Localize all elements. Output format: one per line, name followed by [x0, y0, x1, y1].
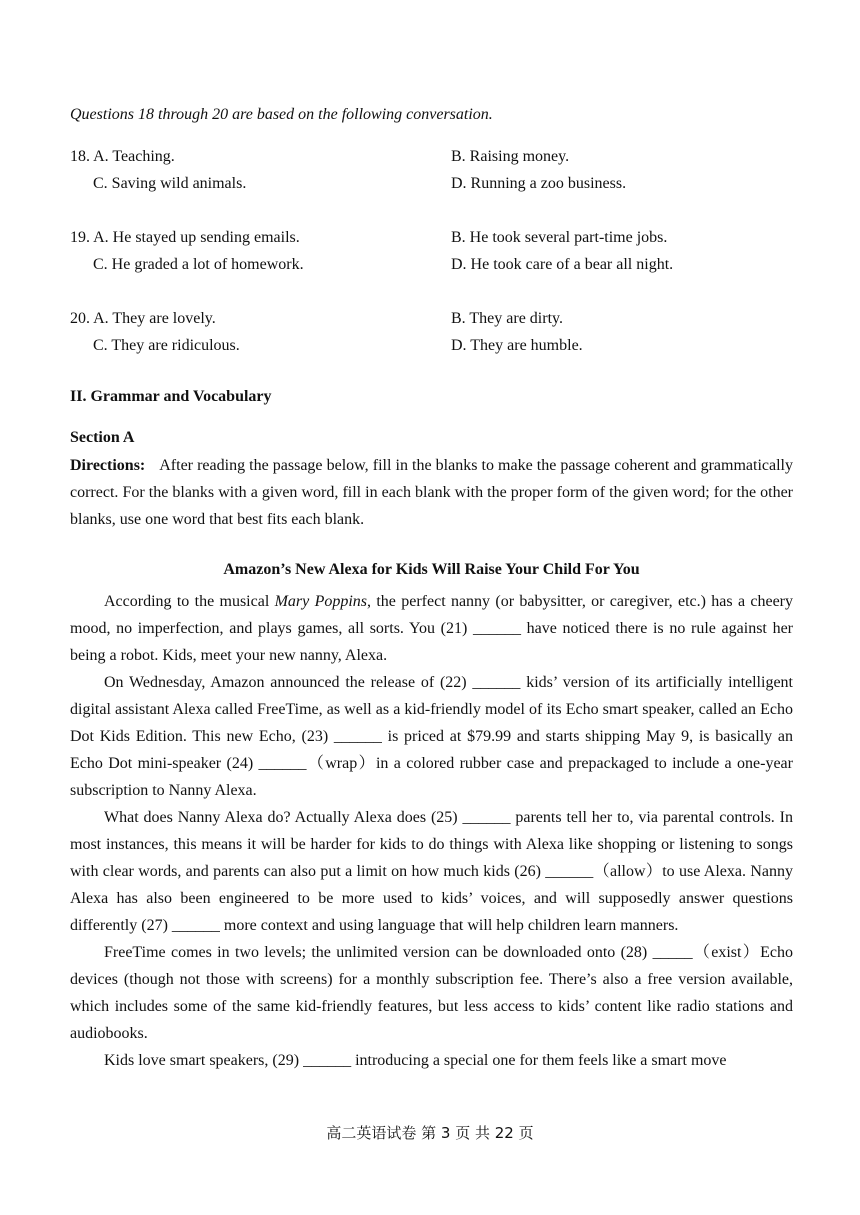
option-c: C. He graded a lot of homework. — [93, 256, 304, 273]
paragraph-2: On Wednesday, Amazon announced the release of (22) ______ kids’ version of its artificially intelligent digital assistant Alexa called FreeTime, as well as a kid-friendly model of its Echo smart speaker, called an Echo Dot Kids Edition. This new Echo, (23) ______ is priced at $79.99 and starts shipping May 9, is basically an Echo Dot mini-speaker (24) ______（wrap）in a colored rubber case and prepackaged to include a one-year subscription to Nanny Alexa. — [70, 674, 793, 799]
option-a: 18. A. Teaching. — [70, 148, 175, 165]
paragraph-1-end: , the perfect nanny (or babysitter, or caregiver, etc.) has a cheery mood, no imperfection, and plays games, all sorts. You (21) ______ have noticed there is no rule against her being a robot. Kids, meet your new nanny, Alexa. — [70, 593, 793, 664]
conversation-intro: Questions 18 through 20 are based on the following conversation. — [70, 106, 493, 123]
option-b: B. Raising money. — [451, 148, 570, 165]
question-18 — [70, 143, 793, 197]
option-a: 19. A. He stayed up sending emails. — [70, 229, 300, 246]
paragraph-5: Kids love smart speakers, (29) ______ introducing a special one for them feels like a smart move — [104, 1052, 727, 1069]
page-footer: 高二英语试卷 第 3 页 共 22 页 — [326, 1124, 534, 1142]
directions-label: Directions: — [70, 457, 146, 474]
directions — [70, 452, 793, 533]
option-d: D. He took care of a bear all night. — [451, 256, 674, 273]
question-20 — [70, 305, 793, 359]
passage — [70, 588, 793, 1074]
part-heading: II. Grammar and Vocabulary — [70, 388, 272, 405]
option-c: C. Saving wild animals. — [93, 175, 247, 192]
paragraph-4: FreeTime comes in two levels; the unlimited version can be downloaded onto (28) _____（exist）Echo devices (though not those with screens) for a monthly subscription fee. There’s also a free version available, which includes some of the same kid-friendly features, but less access to kids’ content like radio stations and audiobooks. — [70, 944, 793, 1042]
musical-title: Mary Poppins — [274, 593, 368, 610]
option-d: D. Running a zoo business. — [451, 175, 627, 192]
section-heading: Section A — [70, 429, 135, 446]
paragraph-1-start: According to the musical — [104, 593, 275, 610]
option-d: D. They are humble. — [451, 337, 583, 354]
option-a: 20. A. They are lovely. — [70, 310, 216, 327]
directions-text: After reading the passage below, fill in the blanks to make the passage coherent and grammatically correct. For the blanks with a given word, fill in each blank with the proper form of the given word; for the other blanks, use one word that best fits each blank. — [70, 457, 793, 528]
paragraph-3: What does Nanny Alexa do? Actually Alexa does (25) ______ parents tell her to, via parental controls. In most instances, this means it will be harder for kids to do things with Alexa like shopping or listening to songs with clear words, and parents can also put a limit on how much kids (26) ______（allow）to use Alexa. Nanny Alexa has also been engineered to be more used to kids’ voices, and will supposedly answer questions differently (27) ______ more context and using language that will help children learn manners. — [70, 809, 793, 934]
passage-title: Amazon’s New Alexa for Kids Will Raise Your Child For You — [223, 561, 640, 578]
question-19 — [70, 224, 793, 278]
option-c: C. They are ridiculous. — [93, 337, 240, 354]
paragraph-1 — [70, 588, 793, 669]
option-b: B. They are dirty. — [451, 310, 563, 327]
option-b: B. He took several part-time jobs. — [451, 229, 668, 246]
